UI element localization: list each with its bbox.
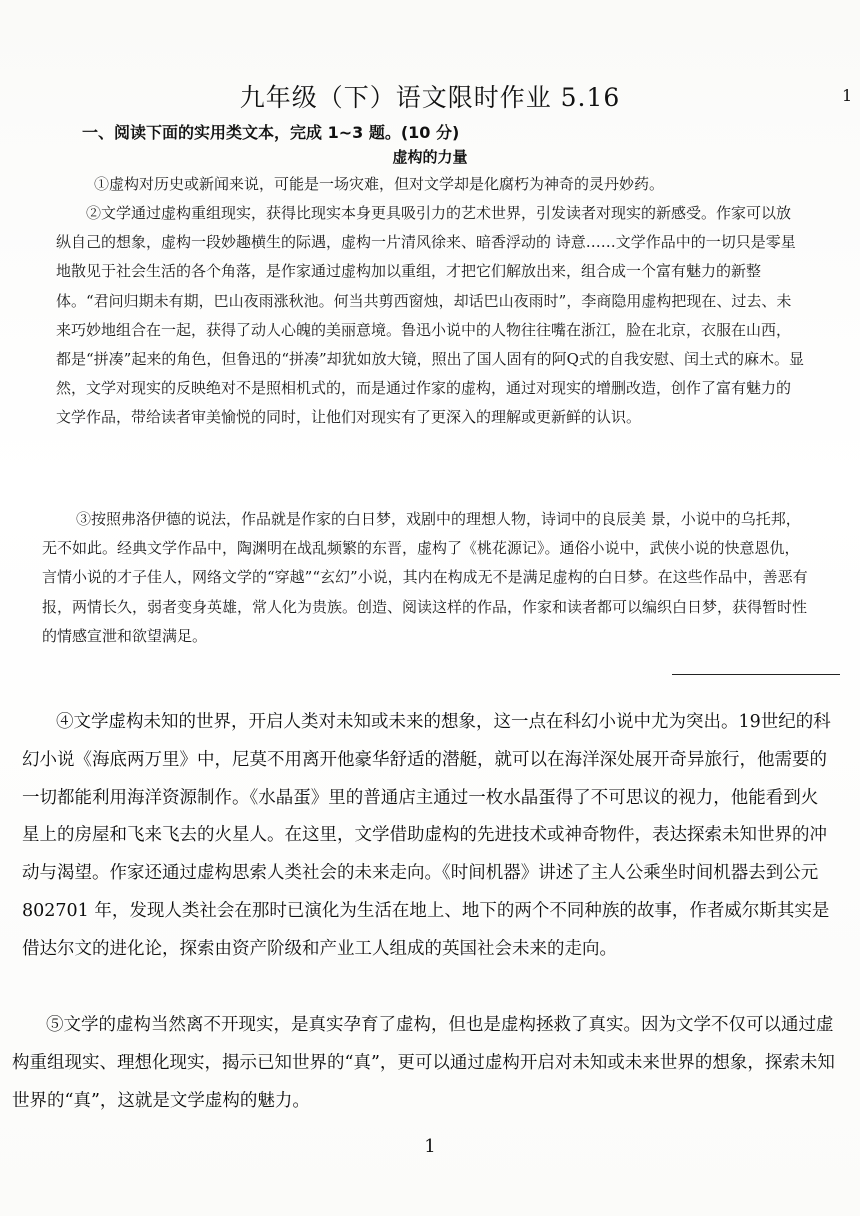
paragraph-5: ⑤文学的虚构当然离不开现实，是真实孕育了虚构，但也是虚构拯救了真实。因为文学不仅可以通过虚构重组现实、理想化现实，揭示已知世界的“真”，更可以通过虚构开启对未知或未来世界的想象，探索未知世界的“真”，这就是文学虚构的魅力。 [12, 1015, 835, 1111]
corner-page-mark: 1 [842, 86, 853, 105]
paragraph-3: ③按照弗洛伊德的说法，作品就是作家的白日梦，戏剧中的理想人物，诗词中的良辰美 景，小说中的乌托邦，无不如此。经典文学作品中，陶渊明在战乱频繁的东晋，虚构了《桃花源记》。通俗小说中，武侠小说的快意恩仇，言情小说的才子佳人，网络文学的“穿越”“玄幻”小说，其内在构成无不是满足虚构的白日梦。在这些作品中，善恶有报，两情长久，弱者变身英雄，常人化为贵族。创造、阅读这样的作品，作家和读者都可以编织白日梦，获得暂时性的情感宣泄和欲望满足。 [42, 510, 808, 645]
page-number: 1 [424, 1136, 436, 1157]
paragraph-2: ②文学通过虚构重组现实，获得比现实本身更具吸引力的艺术世界，引发读者对现实的新感受。作家可以放纵自己的想象，虚构一段妙趣横生的际遇，虚构一片清风徐来、暗香浮动的 诗意……文学作品中的一切只是零星地散见于社会生活的各个角落，是作家通过虚构加以重组，才把它们解放出来，组合成一个富有魅力的新整体。“君问归期未有期，巴山夜雨涨秋池。何当共剪西窗烛，却话巴山夜雨时”，李商隐用虚构把现在、过去、未来巧妙地组合在一起，获得了动人心魄的美丽意境。鲁迅小说中的人物往往嘴在浙江，脸在北京，衣服在山西，都是“拼凑”起来的角色，但鲁迅的“拼凑”却犹如放大镜，照出了国人固有的阿Q式的自我安慰、闰土式的麻木。显然，文学对现实的反映绝对不是照相机式的，而是通过作家的虚构，通过对现实的增删改造，创作了富有魅力的文学作品，带给读者审美愉悦的同时，让他们对现实有了更深入的理解或更新鲜的认识。 [56, 204, 804, 427]
page-title: 九年级（下）语文限时作业 5.16 [239, 83, 621, 112]
paragraph-1: ①虚构对历史或新闻来说，可能是一场灾难，但对文学却是化腐朽为神奇的灵丹妙药。 [94, 175, 665, 193]
article-title: 虚构的力量 [392, 148, 468, 166]
paragraph-4: ④文学虚构未知的世界，开启人类对未知或未来的想象，这一点在科幻小说中尤为突出。19世纪的科幻小说《海底两万里》中，尼莫不用离开他豪华舒适的潜艇，就可以在海洋深处展开奇异旅行，他需要的一切都能利用海洋资源制作。《水晶蛋》里的普通店主通过一枚水晶蛋得了不可思议的视力，他能看到火星上的房屋和飞来飞去的火星人。在这里，文学借助虚构的先进技术或神奇物件，表达探索未知世界的冲动与渴望。作家还通过虚构思索人类社会的未来走向。《时间机器》讲述了主人公乘坐时间机器去到公元 802701 年，发现人类社会在那时已演化为生活在地上、地下的两个不同种族的故事，作者威尔斯其实是借达尔文的进化论，探索由资产阶级和产业工人组成的英国社会未来的走向。 [22, 712, 831, 959]
handwritten-underline [672, 674, 840, 675]
question-header: 一、阅读下面的实用类文本，完成 1~3 题。(10 分) [82, 123, 460, 142]
